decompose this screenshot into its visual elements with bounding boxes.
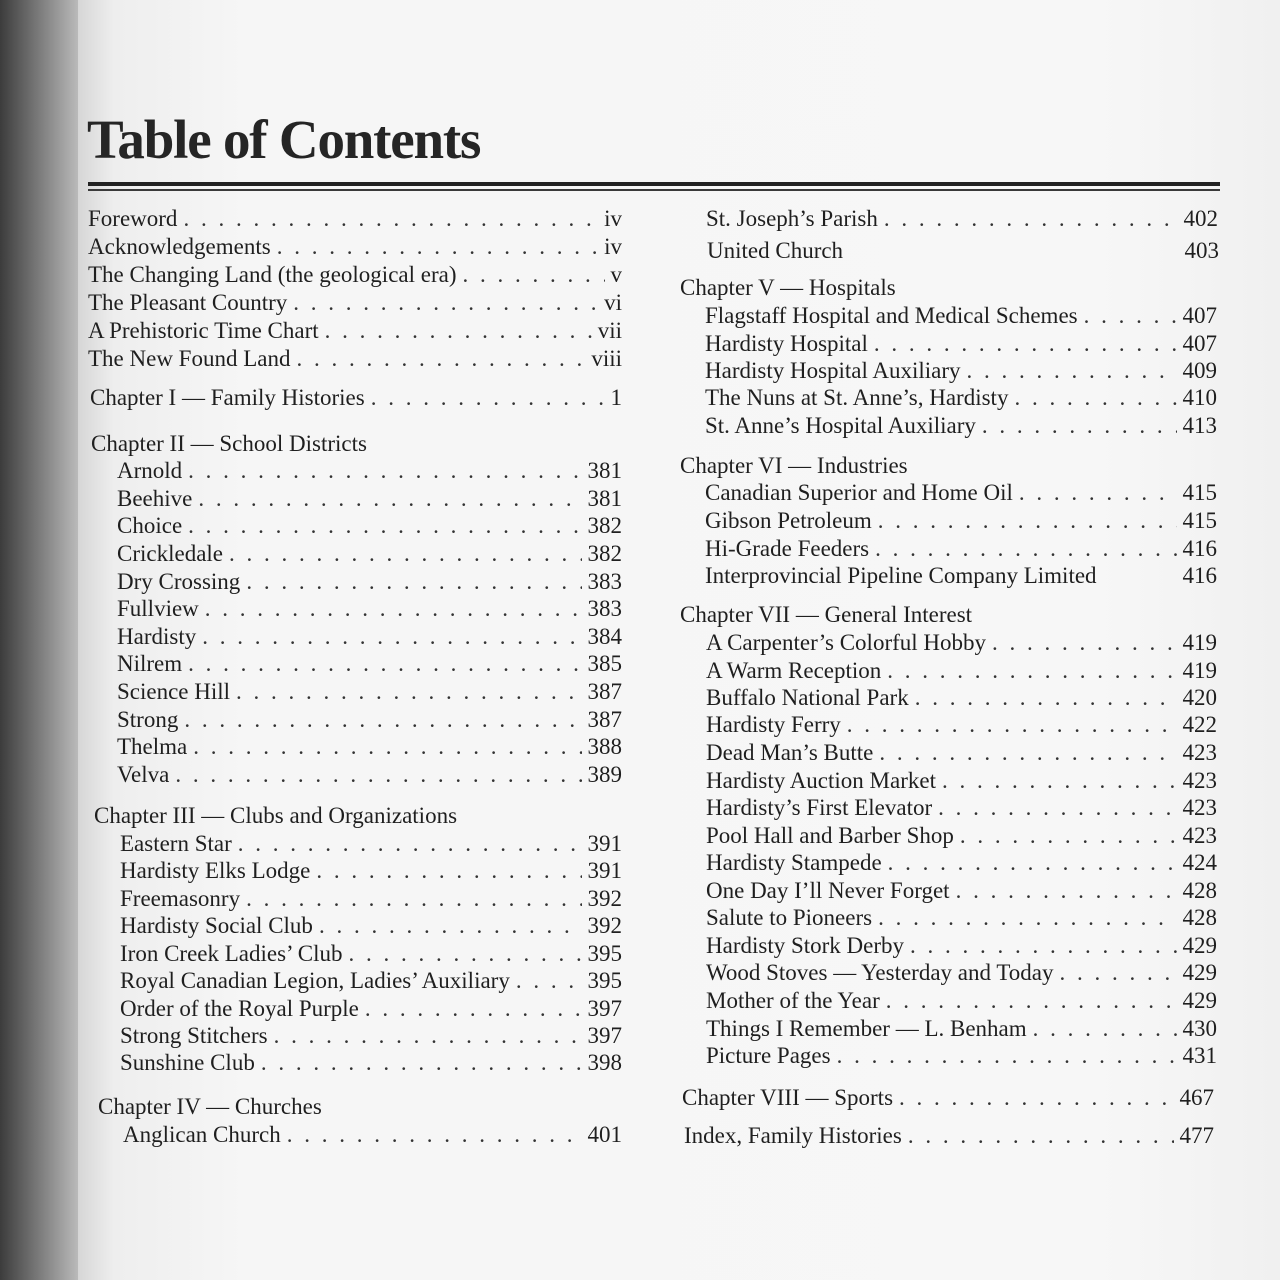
toc-entry [706, 767, 1217, 795]
chapter-heading: Chapter III — Clubs and Organizations [94, 803, 458, 828]
toc-entry-label: Hardisty [117, 624, 197, 649]
toc-entry-page: 467 [1179, 1085, 1214, 1110]
leader-dots [1019, 479, 1177, 507]
toc-entry-page: 413 [1182, 413, 1217, 438]
toc-entry-page: 397 [587, 1023, 622, 1048]
toc-entry-label: One Day I’ll Never Forget [706, 878, 950, 903]
toc-entry [706, 959, 1217, 987]
toc-entry-label: Hardisty Stork Derby [706, 933, 905, 958]
chapter-heading: Chapter IV — Churches [98, 1094, 322, 1119]
chapter-heading: Chapter VII — General Interest [680, 602, 973, 627]
leader-dots [967, 357, 1177, 385]
toc-entry-label: Hardisty’s First Elevator [706, 795, 933, 820]
toc-entry-label: The Changing Land (the geological era) [88, 262, 457, 287]
toc-entry-label: Sunshine Club [120, 1050, 255, 1075]
toc-entry-page: 392 [587, 886, 622, 911]
toc-entry-page: 428 [1182, 878, 1217, 903]
leader-dots [887, 657, 1176, 685]
toc-entry-page: 428 [1182, 905, 1217, 930]
toc-entry-label: St. Joseph’s Parish [706, 206, 878, 231]
toc-entry-label: United Church [707, 238, 844, 263]
toc-entry-page: 424 [1182, 850, 1217, 875]
toc-entry-page: 389 [587, 762, 622, 787]
toc-entry-page: 1 [610, 385, 622, 410]
toc-entry-label: Freemasonry [120, 886, 241, 911]
toc-entry-label: Index, Family Histories [684, 1123, 902, 1148]
leader-dots [915, 684, 1177, 712]
toc-entry-label: Pool Hall and Barber Shop [706, 823, 954, 848]
toc-entry-label: Hardisty Elks Lodge [120, 858, 311, 883]
chapter-heading: Chapter V — Hospitals [680, 275, 896, 300]
toc-entry-label: Order of the Royal Purple [120, 996, 359, 1021]
toc-entry-label: Hardisty Stampede [706, 850, 882, 875]
chapter-heading: Chapter II — School Districts [91, 431, 367, 456]
toc-entry-label: Mother of the Year [706, 988, 880, 1013]
toc-chapter-entry [682, 1084, 1214, 1112]
toc-entry-label: Acknowledgements [88, 234, 271, 259]
toc-entry-page: 429 [1182, 933, 1217, 958]
toc-entry [705, 412, 1217, 440]
toc-entry-page: 381 [587, 486, 622, 511]
leader-dots [878, 507, 1177, 535]
toc-entry-page: 419 [1182, 630, 1217, 655]
toc-entry-label: Hardisty Hospital [705, 331, 868, 356]
toc-entry [706, 904, 1217, 932]
toc-entry-label: Royal Canadian Legion, Ladies’ Auxiliary [120, 968, 510, 993]
toc-entry-label: Velva [117, 762, 170, 787]
toc-entry-label: Hardisty Social Club [120, 913, 313, 938]
toc-entry-page: v [610, 262, 622, 287]
toc-entry-label: Strong [117, 707, 179, 732]
toc-entry-page: 420 [1182, 685, 1217, 710]
leader-dots [956, 877, 1177, 905]
toc-entry-label: Science Hill [117, 679, 231, 704]
leader-dots [910, 932, 1176, 960]
toc-entry-label: Choice [117, 513, 183, 538]
toc-entry-page: viii [591, 346, 622, 371]
toc-entry [706, 684, 1217, 712]
toc-entry [706, 657, 1217, 685]
leader-dots [992, 629, 1176, 657]
leader-dots [942, 767, 1177, 795]
toc-entry-label: Hi-Grade Feeders [705, 536, 870, 561]
toc-chapter-entry [684, 1122, 1214, 1150]
toc-entry-page: 391 [587, 831, 622, 856]
leader-dots [982, 412, 1177, 440]
toc-entry-label: Chapter I — Family Histories [90, 385, 365, 410]
toc-entry-page: 403 [1184, 238, 1219, 263]
toc-entry [705, 562, 1217, 590]
toc-entry-page: 430 [1182, 1016, 1217, 1041]
toc-entry-label: A Prehistoric Time Chart [88, 318, 319, 343]
toc-entry-page: 383 [587, 569, 622, 594]
toc-entry-label: Canadian Superior and Home Oil [705, 480, 1013, 505]
toc-entry-label: The Nuns at St. Anne’s, Hardisty [705, 385, 1009, 410]
toc-entry-page: 429 [1182, 960, 1217, 985]
toc-entry [706, 205, 1218, 233]
toc-entry-page: 422 [1182, 712, 1217, 737]
toc-entry [705, 302, 1217, 330]
toc-entry-label: Picture Pages [706, 1043, 831, 1068]
toc-entry-label: Foreword [88, 206, 178, 231]
toc-entry-page: 388 [587, 734, 622, 759]
leader-dots [879, 739, 1176, 767]
toc-entry-page: 423 [1182, 795, 1217, 820]
toc-entry-page: 419 [1182, 658, 1217, 683]
toc-entry-page: 395 [587, 941, 622, 966]
toc-entry-page: vi [604, 290, 622, 315]
toc-entry-page: 407 [1182, 303, 1217, 328]
toc-entry-page: 416 [1182, 563, 1217, 588]
toc-entry-label: Crickledale [117, 541, 224, 566]
toc-entry [706, 1015, 1217, 1043]
toc-entry-label: Interprovincial Pipeline Company Limited [705, 563, 1097, 588]
toc-entry-page: 397 [587, 996, 622, 1021]
toc-entry-page: 423 [1182, 740, 1217, 765]
toc-entry-page: 385 [587, 651, 622, 676]
toc-entry-label: The New Found Land [88, 346, 291, 371]
toc-entry-label: Arnold [117, 458, 183, 483]
leader-dots [1059, 959, 1176, 987]
toc-entry [706, 711, 1217, 739]
leader-dots [888, 849, 1177, 877]
toc-entry-label: A Carpenter’s Colorful Hobby [706, 630, 987, 655]
toc-entry-label: Gibson Petroleum [705, 508, 872, 533]
toc-entry-label: Salute to Pioneers [706, 905, 873, 930]
toc-entry-page: 401 [587, 1122, 622, 1147]
toc-entry-label: Hardisty Auction Market [706, 768, 936, 793]
toc-entry [705, 507, 1217, 535]
toc-entry-page: 383 [587, 596, 622, 621]
leader-dots [1014, 384, 1176, 412]
toc-entry [705, 357, 1217, 385]
toc-entry-page: iv [604, 234, 622, 259]
toc-entry-page: 415 [1182, 508, 1217, 533]
toc-entry-label: Chapter VIII — Sports [682, 1085, 894, 1110]
leader-dots [938, 794, 1176, 822]
toc-entry-page: 398 [587, 1050, 622, 1075]
toc-entry-page: 409 [1182, 358, 1217, 383]
toc-entry-page: 395 [587, 968, 622, 993]
toc-entry [705, 535, 1217, 563]
leader-dots [1033, 1015, 1177, 1043]
leader-dots [878, 904, 1176, 932]
toc-entry [706, 877, 1217, 905]
page-title: Table of Contents [87, 109, 481, 170]
toc-entry [705, 330, 1217, 358]
toc-entry-page: iv [604, 206, 622, 231]
toc-entry-label: Thelma [117, 734, 188, 759]
leader-dots [837, 1042, 1177, 1070]
toc-entry-page: 415 [1182, 480, 1217, 505]
toc-entry-page: 416 [1182, 536, 1217, 561]
leader-dots [884, 205, 1178, 233]
toc-entry-page: 382 [587, 513, 622, 538]
toc-entry-page: 431 [1182, 1043, 1217, 1068]
toc-entry-label: Eastern Star [120, 831, 232, 856]
toc-entry-page: 384 [587, 624, 622, 649]
toc-entry-label: Dead Man’s Butte [706, 740, 874, 765]
toc-entry-page: 387 [587, 679, 622, 704]
toc-entry-label: St. Anne’s Hospital Auxiliary [705, 413, 976, 438]
toc-entry-page: 429 [1182, 988, 1217, 1013]
chapter-heading: Chapter VI — Industries [680, 453, 908, 478]
toc-entry-label: Beehive [117, 486, 193, 511]
toc-entry-label: Anglican Church [123, 1122, 281, 1147]
toc-entry-page: 407 [1182, 331, 1217, 356]
toc-entry [706, 739, 1217, 767]
toc-entry-label: Buffalo National Park [706, 685, 909, 710]
toc-entry-page: vii [597, 318, 622, 343]
toc-entry-label: Dry Crossing [117, 569, 241, 594]
toc-entry-label: Wood Stoves — Yesterday and Today [706, 960, 1054, 985]
leader-dots [886, 987, 1177, 1015]
toc-entry-page: 392 [587, 913, 622, 938]
toc-entry-label: Flagstaff Hospital and Medical Schemes [705, 303, 1078, 328]
toc-entry-label: The Pleasant Country [88, 290, 288, 315]
toc-entry-label: A Warm Reception [706, 658, 882, 683]
toc-entry-label: Iron Creek Ladies’ Club [120, 941, 343, 966]
leader-dots [960, 822, 1177, 850]
toc-entry-page: 391 [587, 858, 622, 883]
toc-entry [706, 794, 1217, 822]
toc-entry-page: 381 [587, 458, 622, 483]
toc-entry-label: Strong Stitchers [120, 1023, 268, 1048]
toc-entry [706, 849, 1217, 877]
leader-dots [908, 1122, 1174, 1150]
leader-dots [847, 711, 1177, 739]
toc-entry [706, 822, 1217, 850]
toc-entry-page: 423 [1182, 823, 1217, 848]
leader-dots [875, 535, 1176, 563]
toc-entry [706, 629, 1217, 657]
toc-entry [705, 479, 1217, 507]
toc-entry-label: Hardisty Hospital Auxiliary [705, 358, 961, 383]
toc-entry-page: 402 [1183, 206, 1218, 231]
toc-entry-page: 477 [1179, 1123, 1214, 1148]
toc-entry [706, 1042, 1217, 1070]
toc-entry-label: Hardisty Ferry [706, 712, 841, 737]
toc-entry-page: 382 [587, 541, 622, 566]
toc-entry-label: Things I Remember — L. Benham [706, 1016, 1027, 1041]
leader-dots [1084, 302, 1177, 330]
toc-entry-page: 410 [1182, 385, 1217, 410]
toc-entry-page: 387 [587, 707, 622, 732]
leader-dots [899, 1084, 1173, 1112]
toc-entry [706, 932, 1217, 960]
toc-entry-label: Fullview [117, 596, 199, 621]
toc-entry [705, 384, 1217, 412]
toc-entry-page: 423 [1182, 768, 1217, 793]
toc-entry [706, 987, 1217, 1015]
toc-entry [707, 237, 1219, 265]
leader-dots [874, 330, 1177, 358]
toc-entry-label: Nilrem [117, 651, 183, 676]
